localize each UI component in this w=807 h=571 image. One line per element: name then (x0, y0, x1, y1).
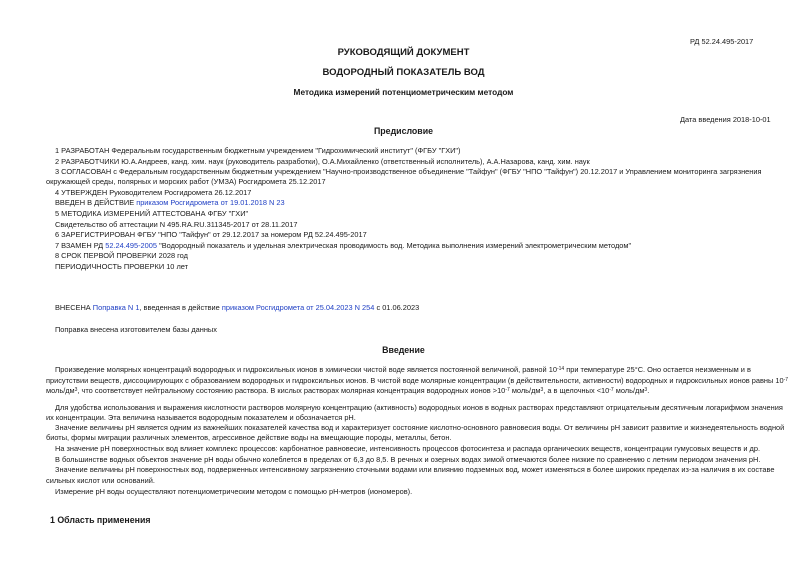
alkaline-unit: моль/дм (613, 386, 645, 395)
replaced-document-link[interactable]: 52.24.495-2005 (105, 241, 158, 250)
intro-paragraph-6-line-2: сильных кислот или оснований. (46, 476, 155, 485)
intro-paragraph-2-line-2: их концентрации. Эта величина называется водородным показателем и обозначается рН. (46, 413, 356, 422)
enactment-label: ВВЕДЕН В ДЕЙСТВИЕ (55, 198, 137, 207)
intro-paragraph-1 (55, 365, 769, 375)
unit-exponent: 3 (74, 387, 78, 393)
intro-p1-line3-text: , что соответствует нейтральному состоянию раствора. В кислых растворах молярная концентрация водородных ионов >10 (77, 386, 506, 395)
document-type-heading: РУКОВОДЯЩИЙ ДОКУМЕНТ (337, 47, 470, 58)
intro-paragraph-3-line-2: биоты, формы миграции различных элементов, агрессивное действие воды на вмещающие породы, металлы, бетон. (46, 433, 452, 442)
foreword-item-4: 4 УТВЕРЖДЕН Руководителем Росгидромета 26.12.2017 (55, 188, 252, 197)
amendment-note: Поправка внесена изготовителем базы данных (55, 325, 217, 334)
foreword-item-8-periodicity: ПЕРИОДИЧНОСТЬ ПРОВЕРКИ 10 лет (55, 262, 189, 271)
intro-p1-line2-text: присутствии веществ, диссоциирующих с образованием водородных и гидроксильных ионов. В чистой воде молярные концентрации (в действительности, активности) водородных и гидроксильных ионов равны 10 (46, 376, 784, 385)
intro-paragraph-1-line-3 (46, 386, 649, 396)
intro-paragraph-4: На значение рН поверхностных вод влияет комплекс процессов: карбонатное равновесие, интенсивность процессов фотосинтеза и распада органических веществ, концентрации гумусовых веществ и др. (55, 444, 761, 453)
foreword-item-5-certificate: Свидетельство об аттестации N 495.RA.RU.311345-2017 от 28.11.2017 (55, 220, 298, 229)
foreword-item-3-continued: окружающей среды, полярных и морских работ (УМЗА) Росгидромета 25.12.2017 (46, 177, 326, 186)
acid-unit: моль/дм (509, 386, 541, 395)
intro-paragraph-2: Для удобства использования и выражения кислотности растворов молярную концентрацию (активность) водородных ионов в водных растворах представляют отрицательным десятичным логарифмом значения (55, 403, 783, 412)
amendment-label: ВНЕСЕНА (55, 303, 93, 312)
amendment-line (55, 303, 419, 313)
intro-p1-text-end: при температуре 25°С. Оно остается неизменным и в (564, 365, 751, 374)
document-subtitle: Методика измерений потенциометрическим методом (293, 87, 514, 97)
foreword-item-3: 3 СОГЛАСОВАН с Федеральным государственным бюджетным учреждением "Научно-производственное объединение "Тайфун" (ФГБУ "НПО "Тайфун") 20.12.2017 и Управлением мониторинга загрязнения (55, 167, 762, 176)
period: . (647, 386, 650, 395)
replaces-label: 7 ВЗАМЕН РД (55, 241, 106, 250)
intro-paragraph-7: Измерение рН воды осуществляют потенциометрическим методом с помощью рН-метров (иономеров). (55, 487, 413, 496)
section-1-heading: 1 Область применения (50, 515, 151, 525)
enactment-order-link[interactable]: приказом Росгидромета от 19.01.2018 N 23 (136, 198, 285, 207)
foreword-item-2: 2 РАЗРАБОТЧИКИ Ю.А.Андреев, канд. хим. наук (руководитель разработки), О.А.Михайленко (ответственный исполнитель), А.А.Назарова, канд. хим. наук (55, 157, 590, 166)
foreword-item-5: 5 МЕТОДИКА ИЗМЕРЕНИЙ АТТЕСТОВАНА ФГБУ "ГХИ" (55, 209, 249, 218)
foreword-item-8: 8 СРОК ПЕРВОЙ ПРОВЕРКИ 2028 год (55, 251, 188, 260)
alkaline-text: , а в щелочных <10 (543, 386, 610, 395)
intro-paragraph-1-line-2 (46, 376, 789, 386)
document-title: ВОДОРОДНЫЙ ПОКАЗАТЕЛЬ ВОД (322, 67, 485, 78)
introduction-heading: Введение (382, 345, 425, 355)
foreword-heading: Предисловие (373, 126, 434, 136)
intro-p1-exponent: -14 (556, 366, 565, 372)
foreword-item-4-enactment (55, 198, 285, 208)
replaced-document-title: "Водородный показатель и удельная электрическая проводимость вод. Методика выполнения измерений электрометрическим методом" (157, 241, 632, 250)
intro-p1-line2-exponent: -7 (783, 377, 789, 383)
foreword-item-6: 6 ЗАРЕГИСТРИРОВАН ФГБУ "НПО "Тайфун" от 29.12.2017 за номером РД 52.24.495-2017 (55, 230, 367, 239)
acid-unit-exponent: 3 (540, 387, 544, 393)
alkaline-unit-exponent: 3 (644, 387, 648, 393)
intro-paragraph-6: Значение величины рН поверхностных вод, подверженных интенсивному загрязнению сточными водами или влиянию подземных вод, может изменяться в более широких пределах из-за наличия в их составе (55, 465, 775, 474)
intro-p1-text: Произведение молярных концентраций водородных и гидроксильных ионов в химически чистой воде является постоянной величиной, равной 10 (55, 365, 557, 374)
unit-text: моль/дм (46, 386, 75, 395)
alkaline-exponent: -7 (609, 387, 614, 393)
intro-paragraph-5: В большинстве водных объектов значение рН воды обычно колеблется в пределах от 6,3 до 8,5. В речных и озерных водах зимой отмечаются более низкие по сравнению с летним периодом значения рН. (55, 455, 761, 464)
amendment-date: с 01.06.2023 (374, 303, 420, 312)
acid-exponent: -7 (505, 387, 510, 393)
amendment-order-link[interactable]: приказом Росгидромета от 25.04.2023 N 254 (221, 303, 375, 312)
document-code: РД 52.24.495-2017 (690, 37, 754, 46)
foreword-item-7 (55, 241, 631, 251)
foreword-item-1: 1 РАЗРАБОТАН Федеральным государственным бюджетным учреждением "Гидрохимический институт" (ФГБУ "ГХИ") (55, 146, 461, 155)
amendment-middle-text: , введенная в действие (139, 303, 222, 312)
amendment-link[interactable]: Поправка N 1 (92, 303, 140, 312)
introduction-date: Дата введения 2018-10-01 (680, 115, 771, 124)
intro-paragraph-3: Значение величины рН является одним из важнейших показателей качества вод и характеризует состояние кислотно-основного равновесия воды. От величины рН зависит развитие и жизнедеятельность водной (55, 423, 785, 432)
